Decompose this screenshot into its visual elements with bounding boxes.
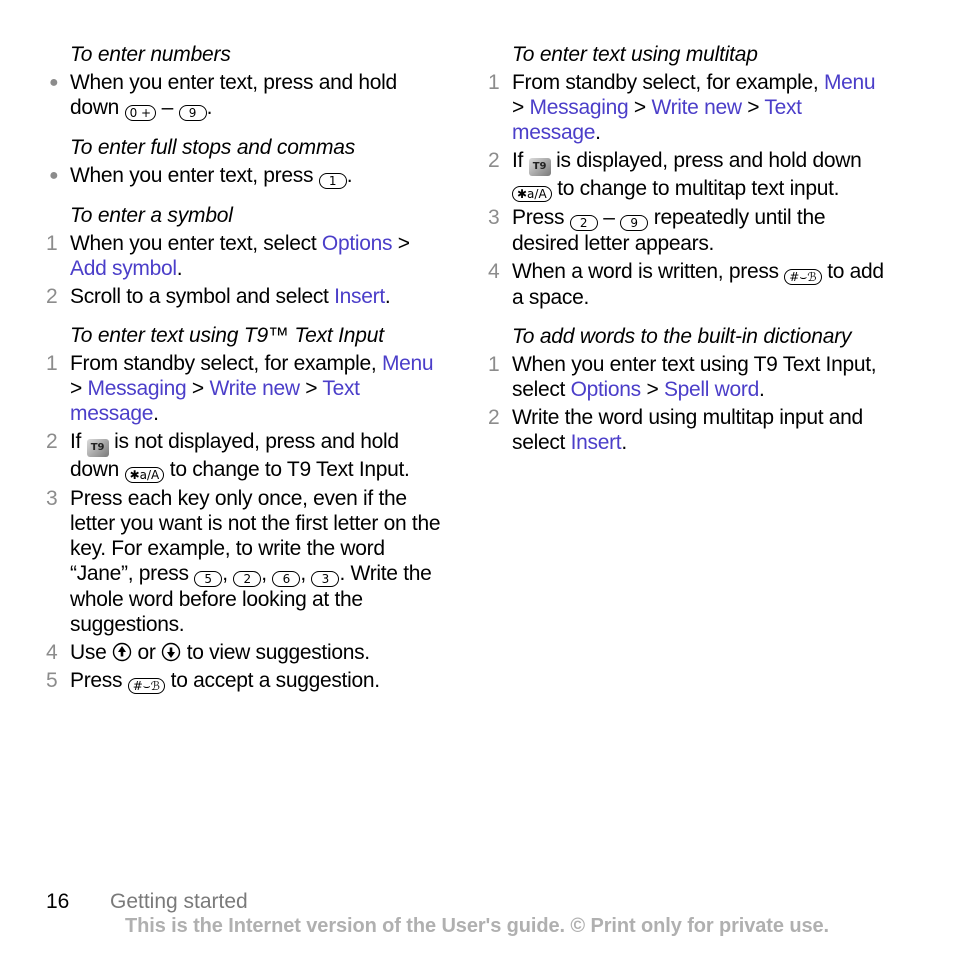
list-item: 2 If T9 is displayed, press and hold down ✱a/A to change to multitap text input. [488,149,862,201]
list-item: 3 Press 2 – 9 repeatedly until the desired letter appears. [488,206,826,255]
link-text-message[interactable]: Text message [70,377,360,425]
list-item: 4 When a word is written, press #⌣ℬ to add a space. [488,260,884,309]
bullet-icon: ● [49,74,59,91]
key-9-icon: 9 [620,215,648,231]
heading-full-stops: To enter full stops and commas [70,136,356,159]
key-star-icon: ✱a/A [125,467,165,483]
link-options[interactable]: Options [570,378,641,401]
heading-enter-symbol: To enter a symbol [70,204,233,227]
key-3-icon: 3 [311,571,339,587]
key-1-icon: 1 [319,173,347,189]
list-item: 1 When you enter text, select Options > Add symbol. [46,232,410,280]
key-9-icon: 9 [179,105,207,121]
link-add-symbol[interactable]: Add symbol [70,257,177,280]
nav-down-icon [161,642,181,662]
link-messaging[interactable]: Messaging [529,96,629,119]
heading-t9-input: To enter text using T9™ Text Input [70,324,384,347]
list-item: 2 If T9 is not displayed, press and hold down ✱a/A to change to T9 Text Input. [46,430,410,482]
list-item: ● When you enter text, press 1 . [49,164,353,188]
link-text-message[interactable]: Text message [512,96,802,144]
key-6-icon: 6 [272,571,300,587]
list-item: ● When you enter text, press and hold down 0 + – 9 . [49,71,397,120]
list-item: 1 From standby select, for example, Menu > Messaging > Write new > Text message. [46,352,434,425]
link-menu[interactable]: Menu [823,71,876,94]
step-number: 4 [488,260,500,283]
link-write-new[interactable]: Write new [209,377,300,400]
list-item: 2 Scroll to a symbol and select Insert. [46,285,391,308]
step-number: 2 [46,430,58,453]
list-item: 1 When you enter text using T9 Text Input, select Options > Spell word. [488,353,877,401]
key-star-icon: ✱a/A [512,186,552,202]
step-number: 3 [488,206,500,229]
bullet-icon: ● [49,167,59,184]
step-number: 1 [46,232,58,255]
step-number: 3 [46,487,58,510]
list-item: 2 Write the word using multitap input and select Insert. [488,406,863,454]
t9-indicator-icon: T9 [87,439,109,457]
key-2-icon: 2 [570,215,598,231]
heading-enter-numbers: To enter numbers [70,43,231,66]
step-number: 2 [488,406,500,429]
step-number: 4 [46,641,58,664]
step-number: 2 [488,149,500,172]
link-insert[interactable]: Insert [334,285,385,308]
step-number: 1 [488,71,500,94]
list-item: 1 From standby select, for example, Menu > Messaging > Write new > Text message. [488,71,876,144]
list-item: 5 Press #⌣ℬ to accept a suggestion. [46,669,380,693]
step-number: 2 [46,285,58,308]
page-number: 16 [46,890,70,913]
list-item: 4 Use or to view suggestions. [46,641,370,664]
link-messaging[interactable]: Messaging [87,377,187,400]
heading-multitap: To enter text using multitap [512,43,758,66]
link-menu[interactable]: Menu [381,352,434,375]
link-write-new[interactable]: Write new [651,96,742,119]
key-2-icon: 2 [233,571,261,587]
right-column [488,44,892,455]
link-insert[interactable]: Insert [570,431,622,454]
step-number: 1 [488,353,500,376]
t9-indicator-icon: T9 [529,158,551,176]
link-options[interactable]: Options [321,232,393,255]
section-title: Getting started [110,890,248,913]
nav-up-icon [112,642,132,662]
step-number: 5 [46,669,58,692]
key-hash-icon: #⌣ℬ [784,269,821,285]
key-5-icon: 5 [194,571,222,587]
key-hash-icon: #⌣ℬ [128,678,165,694]
key-0-plus-icon: 0 + [125,105,157,121]
link-spell-word[interactable]: Spell word [663,378,760,401]
heading-add-words: To add words to the built-in dictionary [512,325,852,348]
left-column [46,44,450,694]
list-item: 3 Press each key only once, even if the letter you want is not the first letter on the key. For example, to write the word “Jane”, press 5 , 2 , 6 , 3 . Write the whole word before looking at the suggestions. [46,487,441,636]
step-number: 1 [46,352,58,375]
copyright-note: This is the Internet version of the User's guide. © Print only for private use. [125,915,829,937]
